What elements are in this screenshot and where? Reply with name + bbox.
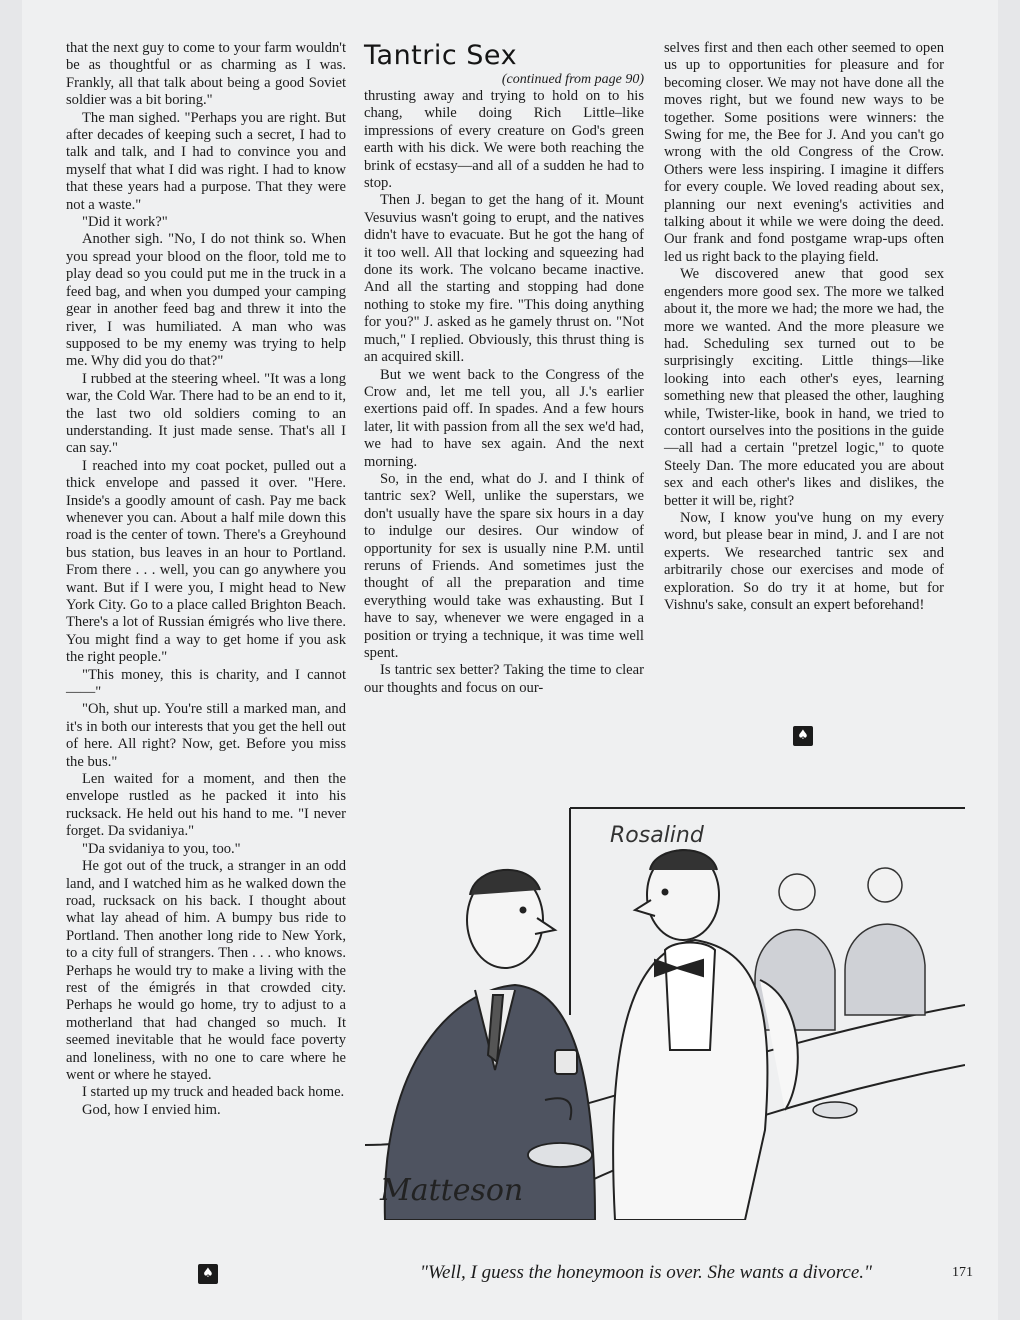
- body-paragraph: "This money, this is charity, and I cannot——": [66, 666, 346, 701]
- body-paragraph: selves first and then each other seemed to open us up to opportunities for pleasure and for becoming closer. We may not have done all the moves right, but we found new ways to be together. Some positions were winners: the Swing for me, the Bee for J. And you can't go wrong with the old Congress of the Crow. Others were less inspiring. I imagine it differs for every couple. We loved reading about sex, planning our next evening's activities and talking about it while we were doing the deed. Our frank and fond postgame wrap-ups often led us right back to the playing field.: [664, 40, 944, 265]
- wall-sign: Rosalind: [610, 823, 704, 848]
- page-number: 171: [952, 1265, 973, 1280]
- rabbit-end-mark-icon: ♠: [793, 726, 813, 746]
- body-paragraph: "Did it work?": [82, 214, 168, 231]
- body-paragraph: But we went back to the Congress of the Crow and, let me tell you, all J.'s earlier exertions paid off. In spades. And a few hours later, lit with passion from all the sex we'd had, we had to have sex again. And the next morning.: [364, 366, 644, 470]
- article-heading: Tantric Sex: [364, 40, 518, 71]
- ashtray: [528, 1143, 592, 1167]
- body-paragraph: that the next guy to come to your farm wouldn't be as thoughtful or as charming as I was. Frankly, all that talk about being a good Soviet soldier was a bit boring.": [66, 40, 346, 109]
- body-paragraph: I reached into my coat pocket, pulled out a thick envelope and passed it over. "Here. Inside's a goodly amount of cash. Pay me back whenever you can. About a half mile down this road is the center of town. There's a Greyhound bus station, bus leaves in an hour to Portland. From there . . . well, you can go anywhere you want. But if I were you, I might head to New York City. Go to a place called Brighton Beach. There's a lot of Russian émigrés who live there. You might find a way to get home if you ask the right people.": [66, 457, 346, 666]
- article-body: [364, 88, 644, 697]
- artist-signature: Matteson: [380, 1173, 524, 1208]
- article-column-3: [664, 40, 944, 614]
- body-paragraph: I started up my truck and headed back home.: [82, 1084, 345, 1101]
- body-paragraph: "Oh, shut up. You're still a marked man, and it's in both our interests that you get the hell out of here. All right? Now, get. Before you miss the bus.": [66, 701, 346, 770]
- body-paragraph: He got out of the truck, a stranger in an odd land, and I watched him as he walked down the road, rucksack on his back. I thought about what lay ahead of him. A bumpy bus ride to Portland. Then another long ride to New York, to a city full of strangers. Then . . . who knows. Perhaps he would try to make a living with the rest of the émigrés in that crowded city. Perhaps he would go home, try to adjust to a motherland that had changed so much. It seemed inevitable that he would face poverty and loneliness, with no one to care where he went or where he stayed.: [66, 858, 346, 1083]
- body-paragraph: We discovered anew that good sex engenders more good sex. The more we talked about it, the more we had; the more we had, the more we wanted. And the more pleasure we had. Scheduling sex turned out to be surprisingly exciting. Little things—like looking into each other's eyes, learning something new that pleased the other, laughing while, Twister-like, book in hand, we tried to contort ourselves into the positions in the guide—all had a certain "pretzel logic," to quote Steely Dan. The more educated you are about sex and each other's likes and dislikes, the better it will be, right?: [664, 266, 944, 509]
- cartoon-caption: "Well, I guess the honeymoon is over. She wants a divorce.": [419, 1262, 872, 1283]
- body-paragraph: I rubbed at the steering wheel. "It was a long war, the Cold War. There had to be an end to it, the last two old soldiers coming to an understanding. It just made sense. That's all I can say.": [66, 370, 346, 457]
- story-column-1: [66, 40, 346, 1119]
- rabbit-end-mark-icon: ♠: [198, 1264, 218, 1284]
- body-paragraph: Len waited for a moment, and then the envelope rustled as he packed it into his rucksack. He held out his hand to me. "I never forget. Da svidaniya.": [66, 771, 346, 840]
- body-paragraph: The man sighed. "Perhaps you are right. But after decades of keeping such a secret, I had to talk and talk, and I had to convince you and myself that what I did was right. I had to know that these years had a purpose. That they were not a waste.": [66, 109, 346, 213]
- body-paragraph: So, in the end, what do J. and I think of tantric sex? Well, unlike the superstars, we don't usually have the spare six hours in a day to indulge our desires. Our window of opportunity for sex is usually nine P.M. until reruns of Friends. And sometimes just the thought of all the preparation and time everything would take was exhausting. But I have to say, whenever we were engaged in a position or trying a technique, it was time well spent.: [364, 470, 644, 661]
- body-paragraph: God, how I envied him.: [82, 1101, 221, 1118]
- bar-cartoon-illustration: [365, 800, 965, 1220]
- continued-note: (continued from page 90): [501, 72, 644, 87]
- body-paragraph: Is tantric sex better? Taking the time to clear our thoughts and focus on our-: [364, 662, 644, 696]
- body-paragraph: Then J. began to get the hang of it. Mount Vesuvius wasn't going to erupt, and the natives didn't have to evacuate. But he got the hang of it too well. All that locking and squeezing had done its work. The volcano became inactive. And all the starting and stopping had done nothing to stoke my fire. "This doing anything for you?" J. asked as he gamely thrust on. "Not much," I replied. Obviously, this thrust thing is an acquired skill.: [364, 192, 644, 366]
- body-paragraph: Another sigh. "No, I do not think so. When you spread your blood on the floor, told me to play dead so you could put me in the truck in a feed bag, and when you dumped your camping gear in another feed bag and threw it into the river, I was humiliated. A man who was supposed to be my enemy was trying to help me. Why did you do that?": [66, 231, 346, 370]
- article-column-2: [364, 40, 644, 697]
- bartender-figure: [613, 850, 798, 1220]
- body-paragraph: "Da svidaniya to you, too.": [82, 840, 241, 857]
- body-paragraph: Now, I know you've hung on my every word, but please bear in mind, J. and I are not experts. We researched tantric sex and arbitrarily chose our exercises and mode of exploration. So do try it at home, but for Vishnu's sake, consult an expert beforehand!: [664, 509, 944, 613]
- body-paragraph: thrusting away and trying to hold on to his chang, while doing Rich Little–like impressions of every creature on God's green earth with his dick. We were both reaching the brink of ecstasy—and all of a sudden he had to stop.: [364, 88, 644, 192]
